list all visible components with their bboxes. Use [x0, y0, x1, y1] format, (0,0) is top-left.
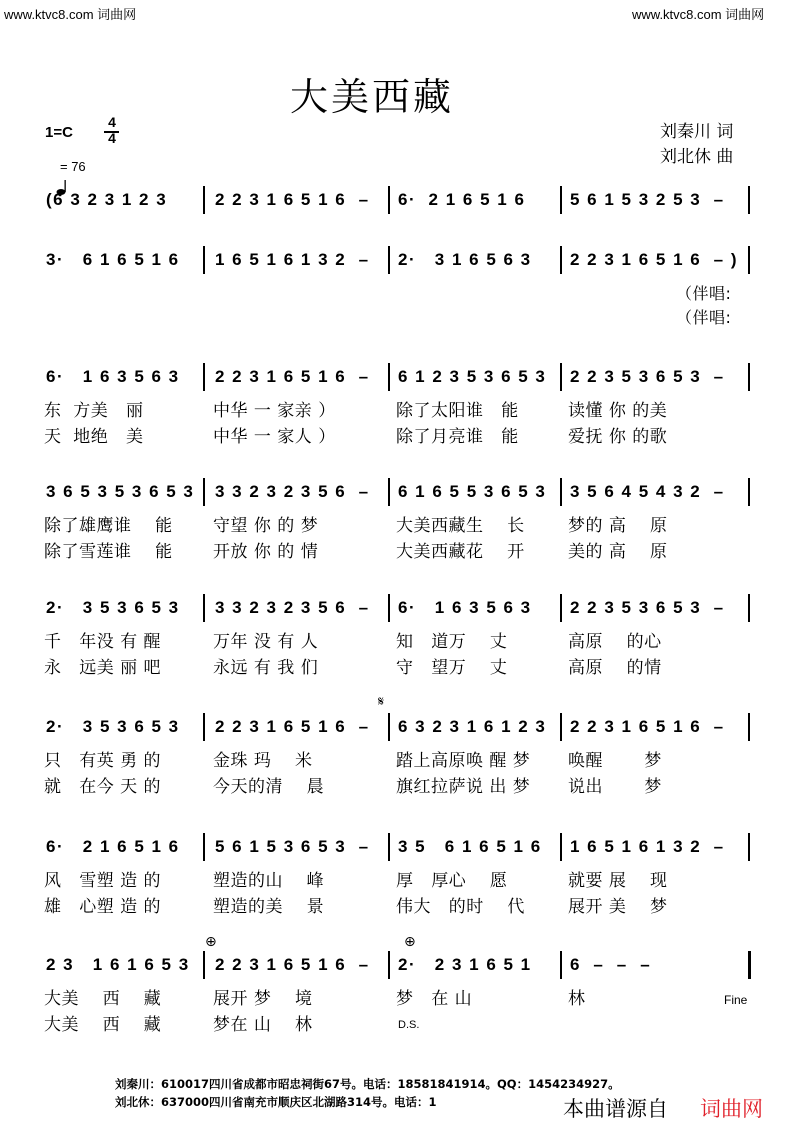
lyric-line-1: 东 方美 丽: [44, 401, 144, 421]
lyric-line-1: 展开 梦 境: [213, 989, 313, 1009]
bar-line: [748, 186, 750, 214]
measure-notes: (6 3 2 3 1 2 3: [46, 190, 168, 209]
bar-line: [560, 594, 562, 622]
measure-notes: 6· 1 6 3 5 6 3: [398, 598, 532, 617]
measure-notes: 2 2 3 1 6 5 1 6 –: [215, 717, 370, 736]
fine-marking: Fine: [724, 993, 748, 1007]
measure-notes: 2 2 3 5 3 6 5 3 –: [570, 367, 725, 386]
lyric-line-2: 伟大 的时 代: [396, 897, 525, 917]
measure-notes: 5 6 1 5 3 2 5 3 –: [570, 190, 725, 209]
ds-marking: D.S.: [398, 1019, 420, 1031]
site-brand: 词曲网: [700, 1097, 763, 1121]
measure-notes: 2 2 3 1 6 5 1 6 –: [215, 367, 370, 386]
bar-line: [388, 478, 390, 506]
bar-line: [388, 246, 390, 274]
measure-notes: 5 6 1 5 3 6 5 3 –: [215, 837, 370, 856]
lyric-line-2: 除了月亮谁 能: [396, 427, 519, 447]
measure-notes: 2 2 3 1 6 5 1 6 –: [215, 955, 370, 974]
lyric-line-1: 风 雪塑 造 的: [44, 871, 162, 891]
bar-line: [748, 594, 750, 622]
watermark-left: www.ktvc8.com 词曲网: [4, 7, 137, 22]
measure-notes: 3 6 5 3 5 3 6 5 3: [46, 482, 195, 501]
lyric-line-1: 守望 你 的 梦: [213, 516, 319, 536]
lyric-line-2: 永 远美 丽 吧: [44, 658, 162, 678]
lyric-line-2: 爱抚 你 的歌: [568, 427, 668, 447]
bar-line: [560, 478, 562, 506]
lyric-line-1: 林: [568, 989, 586, 1009]
lyric-line-2: 高原 的情: [568, 658, 662, 678]
source-label: 本曲谱源自: [563, 1097, 668, 1121]
lyric-line-2: 美的 高 原: [568, 542, 668, 562]
lyric-line-1: 万年 没 有 人: [213, 632, 319, 652]
lyric-line-2: 就 在今 天 的: [44, 777, 162, 797]
lyric-line-1: 知 道万 丈: [396, 632, 508, 652]
bar-line: [560, 363, 562, 391]
lyric-line-2: 大美 西 藏: [44, 1015, 162, 1035]
song-title: 大美西藏: [290, 75, 455, 119]
bar-line: [560, 246, 562, 274]
bar-line: [388, 951, 390, 979]
lyric-line-1: 除了雄鹰谁 能: [44, 516, 173, 536]
time-signature-bottom: 4: [108, 130, 116, 146]
measure-notes: 1 6 5 1 6 1 3 2 –: [570, 837, 725, 856]
lyric-line-1: 厚 厚心 愿: [396, 871, 508, 891]
watermark-right: www.ktvc8.com 词曲网: [632, 7, 765, 22]
footer-contact-lyricist: 刘秦川：610017四川省成都市昭忠祠街67号。电话：18581841914。QQ：1454234927。: [115, 1077, 620, 1091]
bar-line: [388, 186, 390, 214]
lyric-line-2: 雄 心塑 造 的: [44, 897, 162, 917]
lyric-line-2: 永远 有 我 们: [213, 658, 319, 678]
bar-line: [203, 594, 205, 622]
lyric-line-1: 就要 展 现: [568, 871, 668, 891]
lyric-line-2: 展开 美 梦: [568, 897, 668, 917]
bar-line: [748, 478, 750, 506]
measure-notes: 6 1 6 5 5 3 6 5 3: [398, 482, 547, 501]
measure-notes: 6· 1 6 3 5 6 3: [46, 367, 180, 386]
bar-line: [748, 713, 750, 741]
measure-notes: 3· 6 1 6 5 1 6: [46, 250, 180, 269]
bar-line: [560, 186, 562, 214]
lyric-line-1: 高原 的心: [568, 632, 662, 652]
measure-notes: 6· 2 1 6 5 1 6: [46, 837, 180, 856]
lyric-line-1: 唤醒 梦: [568, 751, 662, 771]
bar-line: [388, 713, 390, 741]
lyric-line-1: 大美西藏生 长: [396, 516, 525, 536]
lyric-line-2: 中华 一 家人 ）: [213, 427, 336, 447]
measure-notes: 3 5 6 1 6 5 1 6: [398, 837, 542, 856]
bar-line: [203, 363, 205, 391]
measure-notes: 1 6 5 1 6 1 3 2 –: [215, 250, 370, 269]
lyric-line-1: （伴唱:: [676, 284, 732, 303]
lyric-line-2: 守 望万 丈: [396, 658, 508, 678]
lyric-line-2: 天 地绝 美: [44, 427, 144, 447]
lyric-line-2: 说出 梦: [568, 777, 662, 797]
measure-notes: 6· 2 1 6 5 1 6: [398, 190, 526, 209]
lyric-line-1: 梦的 高 原: [568, 516, 668, 536]
lyric-line-1: 大美 西 藏: [44, 989, 162, 1009]
lyric-line-2: 塑造的美 景: [213, 897, 325, 917]
lyric-line-2: 梦在 山 林: [213, 1015, 313, 1035]
lyric-line-1: 千 年没 有 醒: [44, 632, 162, 652]
bar-line: [748, 833, 750, 861]
footer-contact-composer: 刘北休：637000四川省南充市顺庆区北湖路314号。电话：1: [115, 1095, 437, 1109]
bar-line: [748, 363, 750, 391]
segno-icon: 𝄋: [378, 694, 385, 710]
measure-notes: 2 2 3 1 6 5 1 6 –: [215, 190, 370, 209]
bar-line: [560, 713, 562, 741]
coda-icon-2: ⊕: [404, 934, 416, 950]
measure-notes: 2 3 1 6 1 6 5 3: [46, 955, 190, 974]
measure-notes: 2· 3 5 3 6 5 3: [46, 598, 180, 617]
measure-notes: 6 3 2 3 1 6 1 2 3: [398, 717, 547, 736]
measure-notes: 2· 3 5 3 6 5 3: [46, 717, 180, 736]
measure-notes: 2· 2 3 1 6 5 1: [398, 955, 532, 974]
measure-notes: 2 2 3 1 6 5 1 6 –: [570, 717, 725, 736]
lyric-line-1: 中华 一 家亲 ）: [213, 401, 336, 421]
bar-line: [203, 951, 205, 979]
lyric-line-2: （伴唱:: [676, 308, 732, 327]
bar-line: [388, 833, 390, 861]
measure-notes: 2 2 3 1 6 5 1 6 – ): [570, 250, 738, 269]
bar-line: [203, 246, 205, 274]
bar-line: [203, 713, 205, 741]
key-signature: 1=C: [45, 124, 73, 141]
bar-line: [203, 833, 205, 861]
lyric-line-2: 开放 你 的 情: [213, 542, 319, 562]
lyric-line-1: 读懂 你 的美: [568, 401, 668, 421]
lyric-line-1: 金珠 玛 米: [213, 751, 313, 771]
measure-notes: 2 2 3 5 3 6 5 3 –: [570, 598, 725, 617]
lyric-line-1: 梦 在 山: [396, 989, 473, 1009]
lyric-line-1: 除了太阳谁 能: [396, 401, 519, 421]
measure-notes: 3 3 2 3 2 3 5 6 –: [215, 598, 370, 617]
bar-line: [748, 246, 750, 274]
bar-line: [560, 951, 562, 979]
lyric-line-1: 只 有英 勇 的: [44, 751, 162, 771]
tempo-marking: = 76: [60, 159, 86, 174]
bar-line: [748, 951, 751, 979]
bar-line: [203, 478, 205, 506]
composer-credit: 刘北休 曲: [660, 147, 734, 167]
lyric-line-2: 除了雪莲谁 能: [44, 542, 173, 562]
bar-line: [560, 833, 562, 861]
time-signature-top: 4: [108, 114, 116, 130]
lyric-line-1: 塑造的山 峰: [213, 871, 325, 891]
measure-notes: 6 1 2 3 5 3 6 5 3: [398, 367, 547, 386]
bar-line: [203, 186, 205, 214]
lyricist-credit: 刘秦川 词: [660, 122, 734, 142]
lyric-line-2: 大美西藏花 开: [396, 542, 525, 562]
lyric-line-2: 旗红拉萨说 出 梦: [396, 777, 531, 797]
lyric-line-2: 今天的清 晨: [213, 777, 325, 797]
measure-notes: 2· 3 1 6 5 6 3: [398, 250, 532, 269]
bar-line: [388, 594, 390, 622]
lyric-line-1: 踏上高原唤 醒 梦: [396, 751, 531, 771]
coda-icon: ⊕: [205, 934, 217, 950]
measure-notes: 3 3 2 3 2 3 5 6 –: [215, 482, 370, 501]
measure-notes: 3 5 6 4 5 4 3 2 –: [570, 482, 725, 501]
bar-line: [388, 363, 390, 391]
measure-notes: 6 – – –: [570, 955, 652, 974]
